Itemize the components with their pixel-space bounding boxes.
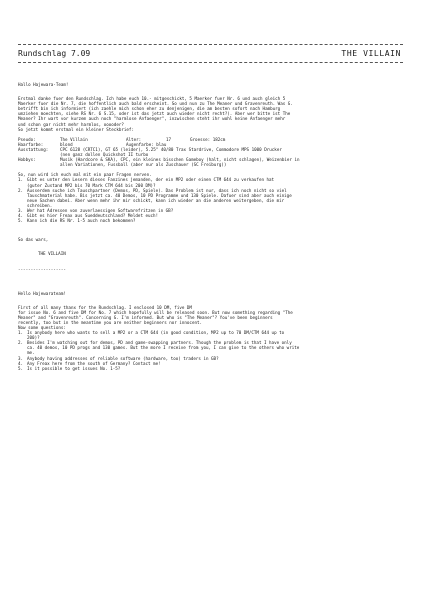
profile-value: (nen ganz dollen Quickshot II turbo [60,152,149,158]
text-line: Erstmal danke fuer den Rundschlag. Ich habe euch 10.- mitgeschickt, 5 Maerker fuer Nr. 6 und auch gleich 5 [18,96,286,102]
profile-value: CPC 6128 (CRTC1), GT 65 (leider), 5.25" 40/80 Trax Stardrive, Commodore MPS 1000 Drucker [60,146,282,152]
profile-label: Alter: [126,136,142,142]
list-item: 4. Any Freax here from the south of Germany? Contact me! [18,360,161,366]
german-intro [18,96,405,132]
german-greeting: Hallo Hajewara-Team! [18,82,69,87]
text-line: umziehen moechten, siehe RS Nr. 6 S.15, oder ist das jetzt auch wieder nicht recht?). Aber wer bitte ist The [18,111,291,117]
profile-block [18,137,405,168]
list-item: 4. Gibt es hier Freax aus Sueddeutschland? Meldet euch! [18,213,159,219]
english-question-list [18,330,405,371]
english-intro [18,305,405,330]
german-questions-intro: So, nun wird ich euch mal mit ein paar Fragen nerven. [18,172,152,178]
text-line: recently, too but in the meantime you are neither beginners nor innocent. [18,319,203,325]
list-item: 2. Ausserdem suche ich Tauschpartner (Demos, PD, Spiele). Das Problem ist nur, dass ich noch nicht so viel Tauschmaterial habe. Bis jetzt ca. 40 Demos, 10 PD Programme und 130 Spiele. Dafuer sind aber auch einige neue Sachen dabei. Aber wenn mehr ihr mir schickt, kann ich wieder an die anderen weitergeben, die mir schreiben. [18,187,292,208]
profile-value: allen Variationen, Fussball (aber nur als Zuschauer (SC Freiburg)) [60,162,227,168]
letter-body [18,73,405,371]
english-greeting: Hello Hajewarateam! [18,290,66,296]
profile-label: Haarfarbe: [18,141,44,147]
issue-title: Rundschlag 7.09 [18,49,91,58]
german-question-list [18,177,405,223]
author-title: THE VILLAIN [341,49,401,58]
text-line: Meaner? Ihr wart vor kurzem auch noch "harmlose Anfaenger", inzwischen steht ihr wohl keine Anfaenger mehr [18,116,286,122]
signature: THE VILLAIN [38,251,66,257]
list-item: 3. Wer hat Adressen von zuverlaessigen Softwarefritzen in GB? [18,207,174,213]
profile-label: Pseudo: [18,136,36,142]
profile-value: 17 [166,136,172,142]
profile-label: Hobbys: [18,157,36,163]
german-closing: So das wars, [18,237,49,243]
profile-label: Augenfarbe: blau [126,141,167,147]
text-line: for issue No. 6 and five DM for No. 7 which hopefully will be released soon. But now something regarding "The [18,309,293,315]
list-item: 2. Besides I'm watching out for demos, PD and game-swapping partners. Though the problem is that I have only ca. 40 demos, 10 PD progs and 130 games. But the more I receive from you, I can give to the others who write me. [18,340,300,356]
list-item: 5. Kann ich die RS Nr. 1-5 auch noch bekommen? [18,218,136,224]
profile-value: Musik (Hardcore & SKA), CPC, ein kleines bisschen Gameboy (halt, nicht schlagen), Weizenbier in [60,157,300,163]
profile-label: Ausstattung: [18,146,49,152]
text-line: betrifft bin ich informiert (ich zaehle mich schon eher zu denjenigen, die am besten sofort nach Hamburg [18,106,281,112]
profile-value: The Villain [60,136,88,142]
list-item: 5. Is it possible to get issues No. 1-5? [18,365,121,371]
text-line: Now some questions: [18,325,66,330]
header-top-rule [18,44,403,46]
section-separator: ------------------- [18,267,66,273]
text-line: und schon gar nicht mehr harmlos, ooooder? [18,121,124,127]
header-bottom-rule [18,62,403,64]
text-line: Meaner" and "Gravenreuth". Concerning G. I'm informed. But who is "The Meaner"? You've been beginners [18,314,273,320]
list-item: 3. Anybody having addresses of reliable software (hardware, too) traders in GB? [18,355,219,361]
page-header [18,44,403,72]
list-item: 1. Is anybody here who wants to sell a MP2 or a CTM 644 (in good condition, MP2 up to 70 DM/CTM 644 up to 200)? [18,330,285,341]
text-line: Maerker fuer die Nr. 7, die hoffentlich auch bald erscheint. So und nun zu The Meaner und Gravenreuth. Was G. [18,101,293,107]
text-line: First of all many thanx for the Rundschlag. I enclosed 10 DM, five DM [18,304,192,310]
profile-label: Groesse: 182cm [190,136,226,142]
profile-value: blond [60,141,73,147]
text-line: So jetzt kommt erstmal ein kleiner Steckbrief: [18,126,134,132]
list-item: 1. Gibt es unter den Lesern dieses Fanzines jemanden, der ein MP2 oder einen CTM 644 zu verkaufen hat (guter Zustand MP2 bis 70 Mark CTM 644 bis 200 DM)? [18,177,275,188]
